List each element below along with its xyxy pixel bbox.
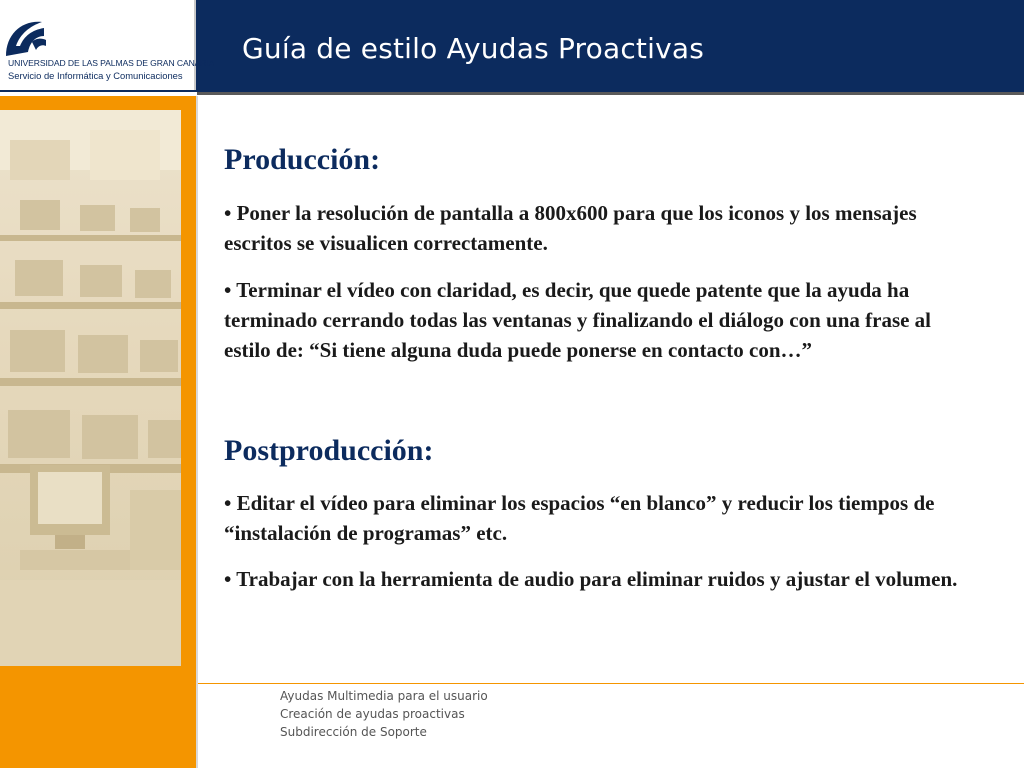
ulpgc-logo-icon (2, 16, 48, 60)
section-heading-postproduccion: Postproducción: (224, 434, 434, 467)
logo (0, 0, 215, 90)
section-heading-produccion: Producción: (224, 143, 381, 176)
bullet-audio-tool: • Trabajar con la herramienta de audio para eliminar ruidos y ajustar el volumen. (224, 567, 958, 591)
footer-rule (198, 683, 1024, 684)
bullet-resolution: • Poner la resolución de pantalla a 800x600 para que los iconos y los mensajes escritos se visualicen correctamente. (224, 201, 917, 255)
slide-title: Guía de estilo Ayudas Proactivas (242, 32, 705, 65)
computer-lab-photo (0, 110, 181, 666)
bullet-end-video: • Terminar el vídeo con claridad, es decir, que quede patente que la ayuda ha terminado cerrando todas las ventanas y finalizando el diálogo con una frase al estilo de: “Si tiene alguna duda puede ponerse en contacto con…” (224, 278, 932, 362)
footer-line-2: Creación de ayudas proactivas (280, 707, 465, 721)
footer-line-3: Subdirección de Soporte (280, 725, 427, 739)
logo-university-name: UNIVERSIDAD DE LAS PALMAS DE GRAN CANARIA (8, 58, 215, 68)
left-divider (196, 96, 198, 768)
bullet-edit-video: • Editar el vídeo para eliminar los espacios “en blanco” y reducir los tiempos de “instalación de programas” etc. (224, 491, 935, 545)
footer-line-1: Ayudas Multimedia para el usuario (280, 689, 488, 703)
logo-service-name: Servicio de Informática y Comunicaciones (8, 70, 183, 81)
header-rule (197, 92, 1024, 95)
computer-lab-illustration (0, 110, 181, 666)
